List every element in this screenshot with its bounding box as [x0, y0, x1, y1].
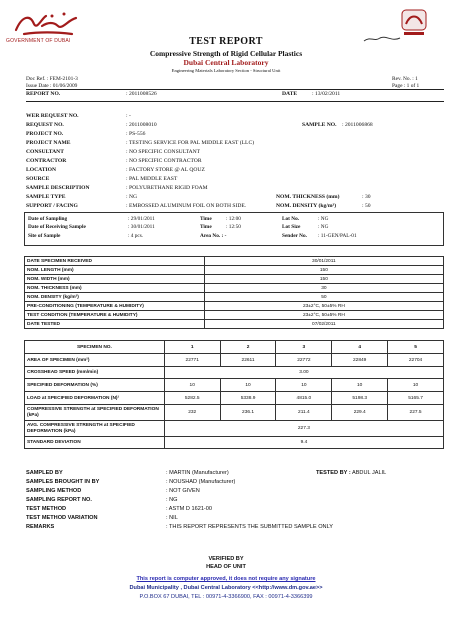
specimen-header: SPECIMEN NO. — [25, 341, 165, 354]
sender-label: Sender No. — [282, 233, 307, 239]
footer-row — [26, 506, 326, 514]
detail-row — [26, 150, 326, 158]
date-sampling-label: Date of Sampling — [28, 216, 68, 222]
divider — [26, 101, 444, 102]
table-header-row — [25, 341, 444, 354]
rev-no: Rev. No. : 1 — [392, 76, 418, 82]
detail-label: LOCATION — [26, 167, 57, 173]
area-value: 22849 — [332, 354, 388, 367]
footer-value: : ASTM D 1621-00 — [166, 506, 213, 512]
std-value: 9.4 — [164, 437, 443, 449]
detail-row — [26, 141, 326, 149]
footer-label: SAMPLING REPORT NO. — [26, 497, 92, 503]
disclaimer-link[interactable]: This report is computer approved, it does not require any signature — [136, 576, 316, 582]
sample-no-label: SAMPLE NO. — [302, 122, 337, 128]
table-row — [25, 437, 444, 449]
load-value: 5282.5 — [164, 392, 220, 405]
conditions-table — [24, 256, 444, 329]
detail-row — [26, 132, 326, 140]
footer-label: SAMPLED BY — [26, 470, 63, 476]
detail-label: PROJECT NAME — [26, 140, 71, 146]
detail-row — [26, 177, 326, 185]
table-row — [25, 367, 444, 379]
detail-row — [26, 186, 326, 194]
table-row — [25, 311, 444, 320]
detail-label: SOURCE — [26, 176, 50, 182]
table-row — [25, 392, 444, 405]
footer-value: : NIL — [166, 515, 178, 521]
specimen-number: 5 — [388, 341, 444, 354]
strength-value: 232 — [164, 405, 220, 421]
detail-row — [26, 123, 326, 131]
area-value: 22611 — [220, 354, 276, 367]
detail-label: PROJECT NO. — [26, 131, 64, 137]
tested-by-label: TESTED BY : — [316, 470, 351, 476]
avg-strength-value: 227.3 — [164, 421, 443, 437]
table-row — [25, 354, 444, 367]
time-label: Time — [200, 216, 212, 222]
nom-density-value: : 50 — [362, 203, 371, 209]
load-value: 5338.9 — [220, 392, 276, 405]
footer-row — [26, 497, 326, 505]
table-row — [25, 405, 444, 421]
strength-value: 236.1 — [220, 405, 276, 421]
detail-value: : FACTORY STORE @ AL QOUZ — [126, 167, 205, 173]
table-row — [25, 266, 444, 275]
lot-size-value: : NG — [318, 224, 329, 230]
doc-ref: Doc Ref. : FEM-2101-3 — [26, 76, 78, 82]
divider — [26, 89, 444, 90]
report-no-label: REPORT NO. — [26, 91, 61, 97]
verified-by: VERIFIED BY — [208, 556, 244, 562]
table-row — [25, 421, 444, 437]
cell-value: 30 — [204, 284, 443, 293]
strength-label: COMPRESSIVE STRENGTH at SPECIFIED DEFORMATION (kPa) — [25, 405, 165, 421]
detail-label: SAMPLE TYPE — [26, 194, 66, 200]
specimen-number: 4 — [332, 341, 388, 354]
detail-row — [26, 159, 326, 167]
cell-value: 150 — [204, 275, 443, 284]
site-value: : 4 pcs. — [128, 233, 144, 239]
specimen-number: 2 — [220, 341, 276, 354]
lab-section: Engineering Materials Laboratory Section - Structural Unit — [171, 68, 281, 73]
cell-label: DATE TESTED — [25, 320, 205, 329]
footer-label: TEST METHOD VARIATION — [26, 515, 98, 521]
cell-value: 150 — [204, 266, 443, 275]
nom-thickness-label: NOM. THICKNESS (mm) — [276, 194, 340, 200]
strength-value: 229.4 — [332, 405, 388, 421]
detail-value: : TESTING SERVICE FOR PAL MIDDLE EAST (LLC) — [126, 140, 255, 146]
lot-no-value: : NG — [318, 216, 329, 222]
report-no-value: : 2011008526 — [126, 91, 157, 97]
lot-no-label: Lot No. — [282, 216, 300, 222]
time-value: : 12:00 — [226, 216, 241, 222]
footer-value: : NOUSHAD (Manufacturer) — [166, 479, 236, 485]
area-value: 22771 — [164, 354, 220, 367]
government-label: GOVERNMENT OF DUBAI — [6, 38, 71, 44]
deformation-value: 10 — [220, 379, 276, 392]
table-row — [25, 320, 444, 329]
cell-value: 07/02/2011 — [204, 320, 443, 329]
lab-name: Dubai Central Laboratory — [183, 58, 269, 67]
detail-value: : NO SPECIFIC CONTRACTOR — [126, 158, 202, 164]
tested-by-value: ABDUL JALIL — [351, 470, 387, 476]
results-table — [24, 340, 444, 449]
cell-value: 50 — [204, 293, 443, 302]
deformation-value: 10 — [164, 379, 220, 392]
detail-label: SAMPLE DESCRIPTION — [26, 185, 90, 191]
load-label: LOAD at SPECIFIED DEFORMATION (N)¹ — [25, 392, 165, 405]
footer-row — [26, 470, 326, 478]
detail-label: SUPPORT / FACING — [26, 203, 78, 209]
tested-by — [316, 470, 386, 476]
deformation-value: 10 — [276, 379, 332, 392]
table-row — [25, 293, 444, 302]
detail-value: : 2011008010 — [126, 122, 157, 128]
date-sampling-value: : 29/01/2011 — [128, 216, 155, 222]
lot-size-label: Lot Size — [282, 224, 301, 230]
cell-value: 30/01/2011 — [204, 257, 443, 266]
speed-label: CROSSHEAD SPEED (mm/min) — [25, 367, 165, 379]
issue-date: Issue Date : 01/06/2009 — [26, 83, 78, 89]
table-row — [25, 275, 444, 284]
detail-label: CONSULTANT — [26, 149, 64, 155]
table-row — [25, 302, 444, 311]
report-number-row — [26, 92, 446, 100]
detail-label: WER REQUEST NO. — [26, 113, 79, 119]
detail-value: : EMBOSSED ALUMINUM FOIL ON BOTH SIDE. — [126, 203, 247, 209]
specimen-number: 3 — [276, 341, 332, 354]
load-value: 4815.0 — [276, 392, 332, 405]
contact-info: P.O.BOX 67 DUBAI, TEL : 00971-4-3366900, FAX : 00971-4-3366399 — [139, 594, 313, 600]
footer-label: REMARKS — [26, 524, 55, 530]
area-no: Area No. : - — [200, 233, 227, 239]
deformation-label: SPECIFIED DEFORMATION (%) — [25, 379, 165, 392]
footer-value: : NG — [166, 497, 178, 503]
date-value: : 13/02/2011 — [312, 91, 341, 97]
footer-label: SAMPLING METHOD — [26, 488, 82, 494]
area-value: 22704 — [388, 354, 444, 367]
cell-label: TEST CONDITION (TEMPERATURE & HUMIDITY) — [25, 311, 205, 320]
site-label: Site of Sample — [28, 233, 61, 239]
cell-label: NOM. DENSITY (kg/m³) — [25, 293, 205, 302]
detail-value: : POLYURETHANE RIGID FOAM — [126, 185, 208, 191]
detail-value: : PAL MIDDLE EAST — [126, 176, 178, 182]
date-label: DATE — [282, 91, 298, 97]
footer-row — [26, 479, 326, 487]
cell-value: 23±2°C, 50±5% RH — [204, 302, 443, 311]
detail-value: : - — [126, 113, 131, 119]
area-label: AREA OF SPECIMEN (mm²) — [25, 354, 165, 367]
footer-label: SAMPLES BROUGHT IN BY — [26, 479, 100, 485]
specimen-number: 1 — [164, 341, 220, 354]
cell-label: NOM. THICKNESS (mm) — [25, 284, 205, 293]
cell-label: PRE-CONDITIONING (TEMPERATURE & HUMIDITY) — [25, 302, 205, 311]
load-value: 5198.3 — [332, 392, 388, 405]
cell-label: DATE SPECIMEN RECEIVED — [25, 257, 205, 266]
table-row — [25, 284, 444, 293]
nom-thickness-row — [276, 195, 446, 203]
footer-row — [26, 524, 436, 532]
detail-value: : PS-556 — [126, 131, 146, 137]
report-subtitle: Compressive Strength of Rigid Cellular Plastics — [149, 49, 303, 58]
footer-row — [26, 488, 326, 496]
detail-label: CONTRACTOR — [26, 158, 67, 164]
nom-density-label: NOM. DENSITY (kg/m³) — [276, 203, 337, 209]
sample-no-row — [302, 123, 442, 131]
detail-label: REQUEST NO. — [26, 122, 64, 128]
table-row — [25, 379, 444, 392]
time-value: : 12:50 — [226, 224, 241, 230]
footer-value: : THIS REPORT REPRESENTS THE SUBMITTED SAMPLE ONLY — [166, 524, 334, 530]
deformation-value: 10 — [332, 379, 388, 392]
cell-label: NOM. LENGTH (mm) — [25, 266, 205, 275]
load-value: 5165.7 — [388, 392, 444, 405]
avg-strength-label: AVG. COMPRESSIVE STRENGTH at SPECIFIED DEFORMATION (kPa) — [25, 421, 165, 437]
detail-row — [26, 114, 326, 122]
sample-no-value: : 2011006868 — [342, 122, 373, 128]
strength-value: 227.5 — [388, 405, 444, 421]
speed-value: 3.00 — [164, 367, 443, 379]
area-value: 22772 — [276, 354, 332, 367]
cell-label: NOM. WIDTH (mm) — [25, 275, 205, 284]
head-of-unit: HEAD OF UNIT — [206, 564, 246, 570]
dubai-government-logo — [12, 8, 82, 38]
municipality-link[interactable]: Dubai Municipality , Dubai Central Laboratory <<http://www.dm.gov.ae>> — [129, 585, 323, 591]
report-title: TEST REPORT — [189, 36, 263, 47]
strength-value: 211.4 — [276, 405, 332, 421]
nom-density-row — [276, 204, 446, 212]
detail-value: : NO SPECIFIC CONSULTANT — [126, 149, 201, 155]
sender-value: : 11-GEN/PAL-01 — [318, 233, 357, 239]
date-receiving-label: Date of Receiving Sample — [28, 224, 86, 230]
footer-value: : NOT GIVEN — [166, 488, 200, 494]
cell-value: 23±2°C, 50±5% RH — [204, 311, 443, 320]
nom-thickness-value: : 30 — [362, 194, 371, 200]
footer-label: TEST METHOD — [26, 506, 67, 512]
time-label: Time — [200, 224, 212, 230]
date-receiving-value: : 30/01/2011 — [128, 224, 155, 230]
footer-row — [26, 515, 326, 523]
table-row — [25, 257, 444, 266]
detail-value: : NG — [126, 194, 138, 200]
deformation-value: 10 — [388, 379, 444, 392]
detail-row — [26, 168, 326, 176]
page-number: Page : 1 of 1 — [392, 83, 420, 89]
footer-value: : MARTIN (Manufacturer) — [166, 470, 229, 476]
std-label: STANDARD DEVIATION — [25, 437, 165, 449]
